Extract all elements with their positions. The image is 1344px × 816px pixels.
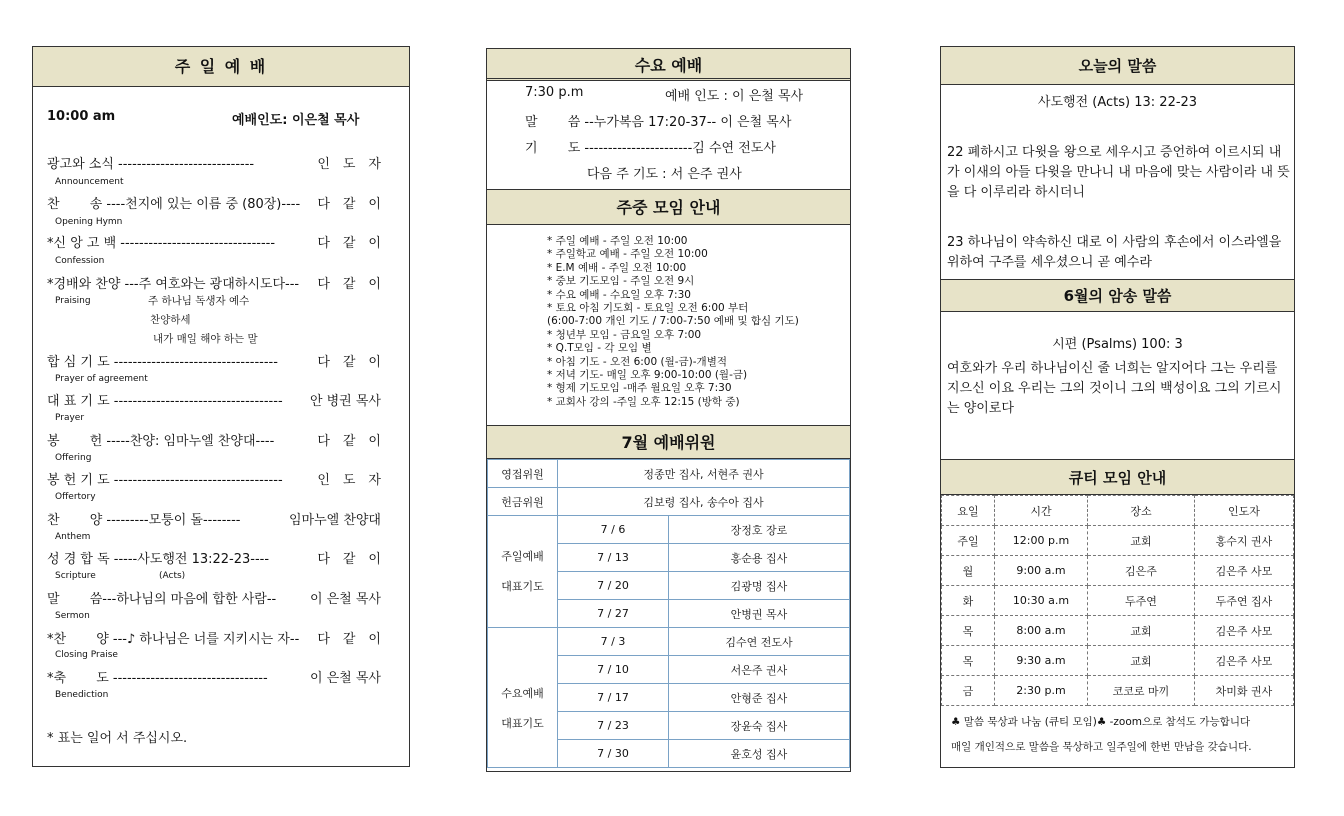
wednesday-prayer-label bbox=[488, 628, 558, 768]
place-cell: 김은주 bbox=[1088, 556, 1195, 586]
worship-item-label: *경배와 찬양 ---주 여호와는 광대하시도다--- bbox=[47, 277, 300, 292]
name-cell: 김광명 집사 bbox=[669, 572, 850, 600]
wednesday-sermon: 말 씀 --누가복음 17:20-37-- 이 은철 목사 bbox=[525, 115, 792, 130]
date-cell: 7 / 23 bbox=[558, 712, 669, 740]
verse-22: 22 폐하시고 다윗을 왕으로 세우시고 증언하여 이르시되 내가 이새의 아들 다윗을 만나니 내 마음에 맞는 사람이라 내 뜻을 다 이루리라 하시더니 bbox=[947, 145, 1290, 200]
name-cell: 장정호 장로 bbox=[669, 516, 850, 544]
worship-item-leader: 다 같 이 bbox=[317, 552, 381, 567]
worship-item-label: *신 앙 고 백 --------------------------------- bbox=[47, 236, 276, 251]
table-row bbox=[942, 496, 1294, 526]
time-cell: 8:00 a.m bbox=[995, 616, 1088, 646]
worship-item-label: *찬 양 ---♪ 하나님은 너를 지키시는 자-- bbox=[47, 632, 300, 647]
worship-item-label: 합 심 기 도 ----------------------------------- bbox=[47, 355, 278, 370]
next-week-prayer: 다음 주 기도 : 서 은주 권사 bbox=[587, 167, 742, 182]
greeters-names: 정종만 집사, 서현주 권사 bbox=[558, 460, 850, 488]
worship-item-label: 봉 헌 -----찬양: 임마누엘 찬양대---- bbox=[47, 434, 275, 449]
worship-item-leader: 인 도 자 bbox=[317, 157, 381, 172]
date-cell: 7 / 10 bbox=[558, 656, 669, 684]
name-cell: 윤호성 집사 bbox=[669, 740, 850, 768]
gathering-item: * Q.T모임 - 각 모임 별 bbox=[547, 342, 652, 355]
leader-cell: 두주연 집사 bbox=[1195, 586, 1294, 616]
qt-meeting-title: 큐티 모임 안내 bbox=[941, 459, 1294, 495]
time-cell: 12:00 p.m bbox=[995, 526, 1088, 556]
header-place: 장소 bbox=[1088, 496, 1195, 526]
gathering-item: * 토요 아침 기도회 - 토요일 오전 6:00 부터 bbox=[547, 302, 749, 314]
worship-item-english: Closing Praise bbox=[55, 650, 118, 660]
gathering-item: * 형제 기도모임 -매주 월요일 오후 7:30 bbox=[547, 382, 732, 395]
offering-label: 헌금위원 bbox=[488, 488, 558, 516]
worship-item-english: Announcement bbox=[55, 177, 124, 187]
worship-item-leader: 다 같 이 bbox=[317, 632, 381, 647]
worship-item-label: 봉 헌 기 도 ------------------------------------ bbox=[47, 473, 283, 488]
offering-names: 김보령 집사, 송수아 집사 bbox=[558, 488, 850, 516]
header-time: 시간 bbox=[995, 496, 1088, 526]
table-row bbox=[942, 676, 1294, 706]
sunday-service-panel bbox=[32, 46, 410, 767]
name-cell: 서은주 권사 bbox=[669, 656, 850, 684]
gathering-item: * 청년부 모임 - 금요일 오후 7:00 bbox=[547, 328, 702, 341]
worship-item-label: 대 표 기 도 ------------------------------------ bbox=[47, 394, 283, 409]
worship-item-english: Confession bbox=[55, 256, 105, 266]
gathering-item: (6:00-7:00 개인 기도 / 7:00-7:50 예배 및 합심 기도) bbox=[547, 315, 799, 328]
date-cell: 7 / 30 bbox=[558, 740, 669, 768]
day-cell: 월 bbox=[942, 556, 995, 586]
place-cell: 두주연 bbox=[1088, 586, 1195, 616]
weekly-gatherings-title: 주중 모임 안내 bbox=[487, 189, 850, 225]
table-row bbox=[488, 516, 850, 544]
leader-cell: 홍수지 권사 bbox=[1195, 526, 1294, 556]
worship-item-leader: 다 같 이 bbox=[317, 197, 381, 212]
day-cell: 목 bbox=[942, 616, 995, 646]
gathering-item: * E.M 예배 - 주일 오전 10:00 bbox=[547, 261, 687, 274]
july-committee-title: 7월 예배위원 bbox=[487, 425, 850, 459]
name-cell: 김수연 전도사 bbox=[669, 628, 850, 656]
name-cell: 안병권 목사 bbox=[669, 600, 850, 628]
table-row bbox=[942, 646, 1294, 676]
wednesday-leader: 예배 인도 : 이 은철 목사 bbox=[665, 89, 804, 104]
memory-verse-reference: 시편 (Psalms) 100: 3 bbox=[1052, 337, 1183, 352]
worship-item-leader: 다 같 이 bbox=[317, 434, 381, 449]
praise-song-line: 찬양하세 bbox=[150, 314, 191, 326]
wednesday-prayer: 기 도 -----------------------김 수연 전도사 bbox=[525, 141, 776, 156]
worship-item-label: 찬 송 ----천지에 있는 이름 중 (80장)---- bbox=[47, 197, 301, 212]
qt-note-zoom: ♣ 말씀 묵상과 나눔 (큐티 모임)♣ -zoom으로 참석도 가능합니다 bbox=[951, 716, 1251, 728]
sunday-prayer-label-line2: 대표기도 bbox=[501, 579, 544, 593]
worship-item-label: 말 씀---하나님의 마음에 합한 사람-- bbox=[47, 592, 277, 607]
header-leader: 인도자 bbox=[1195, 496, 1294, 526]
greeters-label: 영접위원 bbox=[488, 460, 558, 488]
name-cell: 홍순용 집사 bbox=[669, 544, 850, 572]
worship-item-english: Prayer bbox=[55, 413, 85, 423]
wednesday-prayer-label-line2: 대표기도 bbox=[501, 717, 544, 730]
sunday-leader: 예배인도: 이은철 목사 bbox=[232, 113, 360, 128]
time-cell: 9:00 a.m bbox=[995, 556, 1088, 586]
sunday-time: 10:00 am bbox=[47, 109, 116, 124]
date-cell: 7 / 27 bbox=[558, 600, 669, 628]
leader-cell: 김은주 사모 bbox=[1195, 616, 1294, 646]
place-cell: 교회 bbox=[1088, 526, 1195, 556]
footnote: * 표는 일어 서 주십시오. bbox=[47, 731, 188, 746]
sunday-prayer-label-line1: 주일예배 bbox=[501, 549, 544, 563]
praise-song-line: 내가 매일 해야 하는 말 bbox=[153, 333, 258, 345]
gathering-item: * 수요 예배 - 수요일 오후 7:30 bbox=[547, 288, 691, 301]
day-cell: 목 bbox=[942, 646, 995, 676]
gathering-item: * 저녁 기도- 매일 오후 9:00-10:00 (월-금) bbox=[547, 369, 748, 381]
table-row bbox=[942, 526, 1294, 556]
leader-cell: 김은주 사모 bbox=[1195, 646, 1294, 676]
verse-23: 23 하나님이 약속하신 대로 이 사람의 후손에서 이스라엘을 위하여 구주를 세우셨으니 곧 예수라 bbox=[947, 235, 1282, 270]
worship-item-english: Opening Hymn bbox=[55, 217, 123, 227]
leader-cell: 차미화 권사 bbox=[1195, 676, 1294, 706]
worship-item-leader: 이 은철 목사 bbox=[309, 592, 381, 607]
acts-label: (Acts) bbox=[159, 571, 186, 581]
qt-meeting-table bbox=[941, 495, 1294, 706]
time-cell: 2:30 p.m bbox=[995, 676, 1088, 706]
leader-cell: 김은주 사모 bbox=[1195, 556, 1294, 586]
worship-item-leader: 이 은철 목사 bbox=[309, 671, 381, 686]
date-cell: 7 / 3 bbox=[558, 628, 669, 656]
worship-item-english: Praising bbox=[55, 296, 91, 306]
right-panel bbox=[940, 46, 1295, 768]
wednesday-time: 7:30 p.m bbox=[525, 85, 584, 100]
today-word-title: 오늘의 말씀 bbox=[941, 47, 1294, 85]
sunday-prayer-label bbox=[488, 516, 558, 628]
worship-item-leader: 인 도 자 bbox=[317, 473, 381, 488]
wednesday-title: 수요 예배 bbox=[487, 49, 850, 81]
date-cell: 7 / 13 bbox=[558, 544, 669, 572]
worship-item-leader: 다 같 이 bbox=[317, 355, 381, 370]
day-cell: 금 bbox=[942, 676, 995, 706]
gathering-item: * 주일 예배 - 주일 오전 10:00 bbox=[547, 235, 688, 247]
praise-song-line: 주 하나님 독생자 예수 bbox=[148, 295, 250, 307]
place-cell: 교회 bbox=[1088, 646, 1195, 676]
time-cell: 9:30 a.m bbox=[995, 646, 1088, 676]
time-cell: 10:30 a.m bbox=[995, 586, 1088, 616]
date-cell: 7 / 17 bbox=[558, 684, 669, 712]
worship-item-english: Offertory bbox=[55, 492, 96, 502]
day-cell: 화 bbox=[942, 586, 995, 616]
place-cell: 교회 bbox=[1088, 616, 1195, 646]
worship-item-english: Scripture bbox=[55, 571, 96, 581]
worship-item-english: Offering bbox=[55, 453, 92, 463]
worship-item-english: Anthem bbox=[55, 532, 91, 542]
middle-panel bbox=[486, 48, 851, 772]
date-cell: 7 / 6 bbox=[558, 516, 669, 544]
table-row bbox=[488, 488, 850, 516]
worship-item-leader: 안 병권 목사 bbox=[309, 394, 381, 409]
date-cell: 7 / 20 bbox=[558, 572, 669, 600]
header-day: 요일 bbox=[942, 496, 995, 526]
table-row bbox=[488, 460, 850, 488]
worship-item-label: 성 경 합 독 -----사도행전 13:22-23---- bbox=[47, 552, 270, 567]
name-cell: 안형준 집사 bbox=[669, 684, 850, 712]
worship-item-label: *축 도 --------------------------------- bbox=[47, 671, 268, 686]
worship-item-leader: 다 같 이 bbox=[317, 236, 381, 251]
worship-item-english: Sermon bbox=[55, 611, 90, 621]
memory-verse-text: 여호와가 우리 하나님이신 줄 너희는 알지어다 그는 우리를 지으신 이요 우리는 그의 것이니 그의 백성이요 그의 기르시는 양이로다 bbox=[947, 361, 1282, 416]
name-cell: 장윤숙 집사 bbox=[669, 712, 850, 740]
july-committee-table bbox=[487, 459, 850, 768]
worship-item-label: 찬 양 ---------모퉁이 돌-------- bbox=[47, 513, 241, 528]
table-row bbox=[942, 556, 1294, 586]
table-row bbox=[488, 628, 850, 656]
worship-item-leader: 다 같 이 bbox=[317, 277, 381, 292]
gathering-item: * 아침 기도 - 오전 6:00 (월-금)-개별적 bbox=[547, 355, 727, 368]
table-row bbox=[942, 616, 1294, 646]
sunday-service-title: 주 일 예 배 bbox=[33, 47, 409, 87]
today-word-reference: 사도행전 (Acts) 13: 22-23 bbox=[1037, 95, 1198, 110]
qt-note-weekly: 매일 개인적으로 말씀을 묵상하고 일주일에 한번 만남을 갖습니다. bbox=[951, 741, 1252, 753]
gathering-item: * 교회사 강의 -주일 오후 12:15 (방학 중) bbox=[547, 395, 740, 408]
worship-item-english: Benediction bbox=[55, 690, 109, 700]
worship-item-label: 광고와 소식 ----------------------------- bbox=[47, 157, 255, 172]
memory-verse-title: 6월의 암송 말씀 bbox=[941, 279, 1294, 312]
worship-item-english: Prayer of agreement bbox=[55, 374, 148, 384]
gathering-item: * 중보 기도모임 - 주일 오전 9시 bbox=[547, 275, 695, 288]
table-row bbox=[942, 586, 1294, 616]
place-cell: 코코로 마끼 bbox=[1088, 676, 1195, 706]
gathering-item: * 주일학교 예배 - 주일 오전 10:00 bbox=[547, 248, 708, 261]
wednesday-prayer-label-line1: 수요예배 bbox=[501, 687, 544, 700]
worship-item-leader: 임마누엘 찬양대 bbox=[288, 513, 381, 528]
day-cell: 주일 bbox=[942, 526, 995, 556]
